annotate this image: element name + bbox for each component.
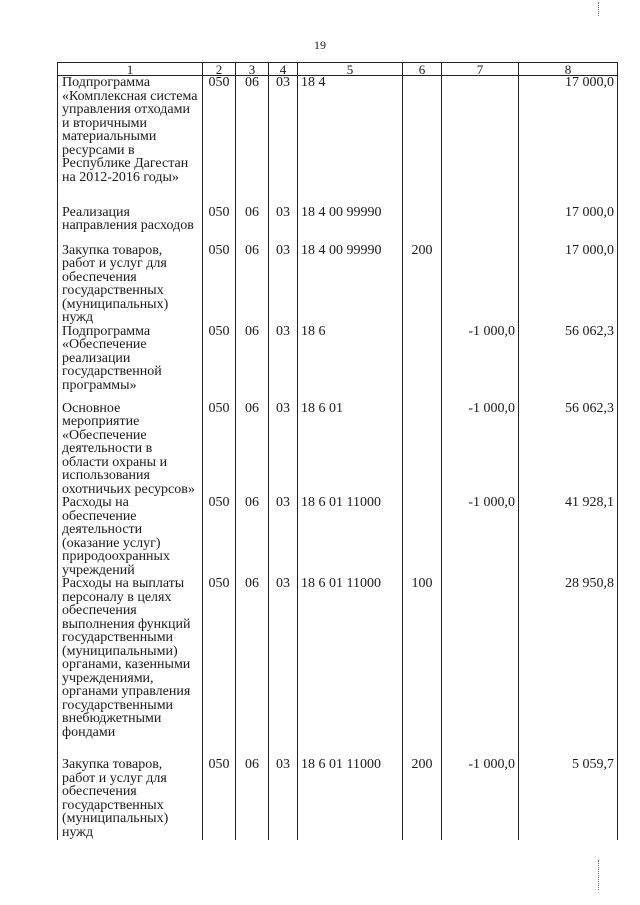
row-change-amount	[442, 206, 519, 244]
row-change-amount	[442, 244, 519, 325]
row-change-amount: -1 000,0	[442, 758, 519, 840]
edge-mark-top	[598, 2, 600, 16]
row-target-item: 18 4 00 99990	[298, 206, 403, 244]
column-header-1: 1	[58, 63, 203, 76]
column-header-2: 2	[203, 63, 236, 76]
column-header-8: 8	[519, 63, 618, 76]
row-section-code: 06	[236, 758, 269, 840]
row-total-amount: 56 062,3	[519, 402, 618, 497]
row-subsection-code: 03	[269, 402, 298, 497]
budget-table	[57, 62, 618, 840]
row-name: Основное мероприятие «Обеспечение деятельности в области охраны и использования охотничьих ресурсов»	[58, 402, 203, 497]
row-total-amount: 17 000,0	[519, 76, 618, 206]
row-name: Закупка товаров, работ и услуг для обеспечения государственных (муниципальных) нужд	[58, 758, 203, 840]
row-ministry-code: 050	[203, 758, 236, 840]
row-target-item: 18 6 01	[298, 402, 403, 497]
row-expense-type	[403, 76, 442, 206]
row-name: Подпрограмма «Обеспечение реализации государственной программы»	[58, 325, 203, 402]
row-total-amount: 41 928,1	[519, 496, 618, 577]
row-change-amount	[442, 577, 519, 758]
row-expense-type	[403, 402, 442, 497]
edge-mark-bottom	[598, 860, 600, 890]
row-target-item: 18 6 01 11000	[298, 577, 403, 758]
row-section-code: 06	[236, 206, 269, 244]
row-target-item: 18 6 01 11000	[298, 496, 403, 577]
row-change-amount: -1 000,0	[442, 496, 519, 577]
row-subsection-code: 03	[269, 758, 298, 840]
row-expense-type	[403, 496, 442, 577]
column-header-6: 6	[403, 63, 442, 76]
row-name: Расходы на обеспечение деятельности (оказание услуг) природоохранных учреждений	[58, 496, 203, 577]
table-row	[58, 76, 618, 206]
row-expense-type: 200	[403, 758, 442, 840]
row-expense-type	[403, 206, 442, 244]
row-subsection-code: 03	[269, 325, 298, 402]
row-subsection-code: 03	[269, 577, 298, 758]
column-header-4: 4	[269, 63, 298, 76]
row-subsection-code: 03	[269, 496, 298, 577]
column-header-3: 3	[236, 63, 269, 76]
row-ministry-code: 050	[203, 244, 236, 325]
header-row	[58, 63, 618, 76]
row-total-amount: 17 000,0	[519, 206, 618, 244]
table-row	[58, 758, 618, 840]
row-section-code: 06	[236, 325, 269, 402]
row-total-amount: 5 059,7	[519, 758, 618, 840]
row-name: Подпрограмма «Комплексная система управления отходами и вторичными материальными ресурсами в Республике Дагестан на 2012-2016 годы»	[58, 76, 203, 206]
row-change-amount	[442, 76, 519, 206]
row-target-item: 18 6	[298, 325, 403, 402]
row-name: Расходы на выплаты персоналу в целях обеспечения выполнения функций государственными (муниципальными) органами, казенными учреждениями, органами управления государственными внебюджетными фондами	[58, 577, 203, 758]
row-section-code: 06	[236, 76, 269, 206]
row-change-amount: -1 000,0	[442, 402, 519, 497]
row-target-item: 18 6 01 11000	[298, 758, 403, 840]
table-row	[58, 325, 618, 402]
row-section-code: 06	[236, 244, 269, 325]
row-subsection-code: 03	[269, 244, 298, 325]
row-target-item: 18 4	[298, 76, 403, 206]
row-expense-type	[403, 325, 442, 402]
row-ministry-code: 050	[203, 206, 236, 244]
table-row	[58, 577, 618, 758]
row-subsection-code: 03	[269, 206, 298, 244]
table-row	[58, 244, 618, 325]
row-ministry-code: 050	[203, 76, 236, 206]
row-section-code: 06	[236, 577, 269, 758]
row-expense-type: 200	[403, 244, 442, 325]
row-ministry-code: 050	[203, 577, 236, 758]
row-change-amount: -1 000,0	[442, 325, 519, 402]
column-header-5: 5	[298, 63, 403, 76]
row-subsection-code: 03	[269, 76, 298, 206]
page-number: 19	[314, 38, 326, 52]
row-name: Закупка товаров, работ и услуг для обеспечения государственных (муниципальных) нужд	[58, 244, 203, 325]
row-section-code: 06	[236, 496, 269, 577]
row-total-amount: 17 000,0	[519, 244, 618, 325]
table-row	[58, 206, 618, 244]
row-ministry-code: 050	[203, 325, 236, 402]
row-total-amount: 28 950,8	[519, 577, 618, 758]
row-section-code: 06	[236, 402, 269, 497]
row-total-amount: 56 062,3	[519, 325, 618, 402]
column-header-7: 7	[442, 63, 519, 76]
table-row	[58, 496, 618, 577]
row-ministry-code: 050	[203, 496, 236, 577]
table-row	[58, 402, 618, 497]
row-expense-type: 100	[403, 577, 442, 758]
row-target-item: 18 4 00 99990	[298, 244, 403, 325]
row-ministry-code: 050	[203, 402, 236, 497]
row-name: Реализация направления расходов	[58, 206, 203, 244]
